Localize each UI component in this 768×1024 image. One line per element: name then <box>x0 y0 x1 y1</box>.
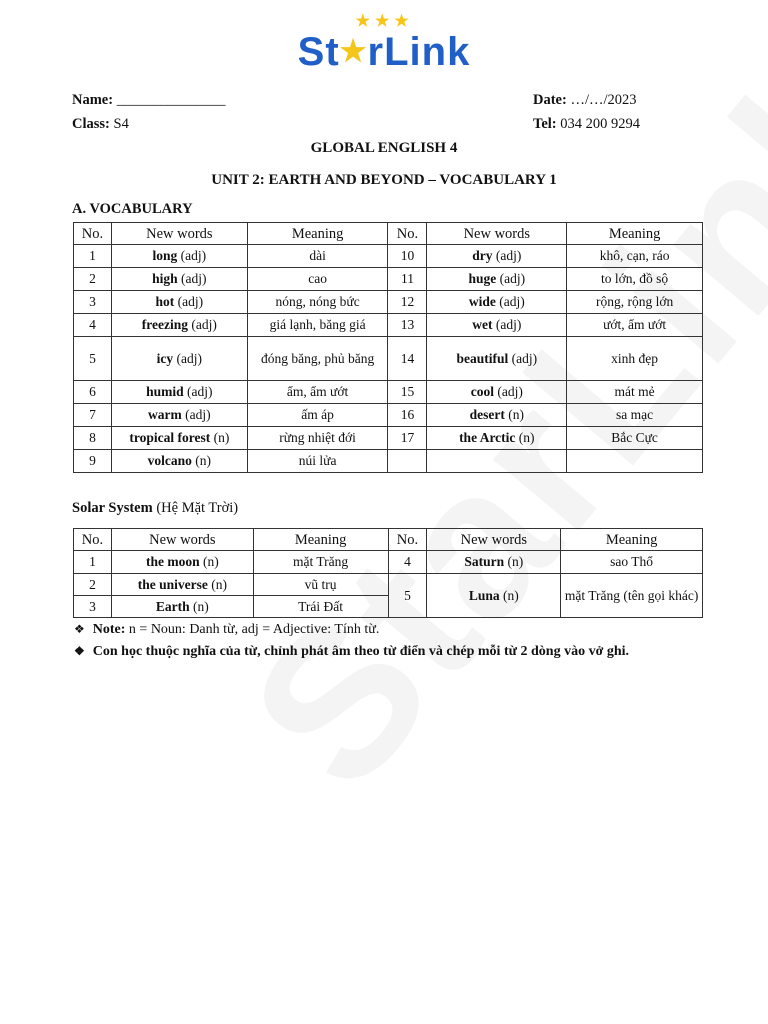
vocabulary-table-body <box>74 223 703 473</box>
row-number: 5 <box>74 337 112 381</box>
instruction-line <box>74 644 629 660</box>
meaning-cell: ấm áp <box>247 404 388 427</box>
meaning-cell <box>567 450 703 473</box>
word-cell <box>111 574 253 596</box>
row-number: 2 <box>74 268 112 291</box>
page-subtitle: UNIT 2: EARTH AND BEYOND – VOCABULARY 1 <box>211 172 557 188</box>
row-number: 16 <box>388 404 427 427</box>
class-line <box>72 116 129 133</box>
word-cell <box>111 450 247 473</box>
row-number: 15 <box>388 381 427 404</box>
word: Luna <box>468 587 500 603</box>
table-row <box>74 574 703 596</box>
part-of-speech: (adj) <box>173 350 203 366</box>
word: warm <box>148 407 182 422</box>
part-of-speech: (adj) <box>183 384 213 399</box>
row-number <box>388 450 427 473</box>
note-line <box>74 622 379 638</box>
header-new-words: New words <box>427 529 561 551</box>
header-no: No. <box>74 223 112 245</box>
header-new-words: New words <box>111 529 253 551</box>
header-no: No. <box>74 529 112 551</box>
solar-system-table <box>73 528 703 618</box>
word-cell <box>111 314 247 337</box>
row-number: 3 <box>74 596 112 618</box>
header-meaning: Meaning <box>561 529 703 551</box>
meaning-cell: nóng, nóng bức <box>247 291 388 314</box>
meaning-cell: ướt, ẩm ướt <box>567 314 703 337</box>
name-line <box>72 92 225 109</box>
part-of-speech: (adj) <box>496 271 526 286</box>
header-meaning: Meaning <box>253 529 388 551</box>
meaning-cell: sa mạc <box>567 404 703 427</box>
table-row <box>74 268 703 291</box>
word-cell <box>111 427 247 450</box>
row-number: 1 <box>74 245 112 268</box>
word: high <box>152 271 178 286</box>
table-header-row <box>74 529 703 551</box>
word-cell <box>111 381 247 404</box>
bullet-icon: ❖ <box>74 644 85 658</box>
solar-system-heading <box>72 500 238 517</box>
table-row <box>74 381 703 404</box>
word-cell <box>427 574 561 618</box>
word-cell <box>111 404 247 427</box>
row-number: 11 <box>388 268 427 291</box>
meaning-cell: mát mẻ <box>567 381 703 404</box>
word: dry <box>472 248 493 263</box>
date-line <box>533 92 637 109</box>
vocabulary-table <box>73 222 703 473</box>
meaning-cell: mặt Trăng <box>253 551 388 574</box>
meaning-cell: xinh đẹp <box>567 337 703 381</box>
row-number: 17 <box>388 427 427 450</box>
word-cell <box>427 450 567 473</box>
part-of-speech: (adj) <box>188 317 217 332</box>
word-cell <box>111 551 253 574</box>
part-of-speech: (n) <box>207 576 227 592</box>
meaning-cell: núi lửa <box>247 450 388 473</box>
logo-text-end: rLink <box>367 30 471 74</box>
header-meaning: Meaning <box>567 223 703 245</box>
meaning-cell: Trái Đất <box>253 596 388 618</box>
table-row <box>74 337 703 381</box>
word: humid <box>146 384 184 399</box>
section-a-heading: A. VOCABULARY <box>72 201 193 217</box>
part-of-speech: (n) <box>191 453 212 468</box>
header-new-words: New words <box>427 223 567 245</box>
date-label: Date: <box>533 92 567 108</box>
word: wide <box>468 294 496 309</box>
starlink-logo <box>298 14 471 72</box>
row-number: 12 <box>388 291 427 314</box>
part-of-speech: (adj) <box>492 317 522 332</box>
solar-title-rest: (Hệ Mặt Trời) <box>152 500 239 516</box>
row-number: 6 <box>74 381 112 404</box>
word: Earth <box>155 598 190 614</box>
meaning-cell: ẩm, ẩm ướt <box>247 381 388 404</box>
part-of-speech: (adj) <box>494 384 523 399</box>
bullet-icon: ❖ <box>74 622 85 636</box>
part-of-speech: (n) <box>199 554 219 569</box>
part-of-speech: (adj) <box>181 407 211 422</box>
word-cell <box>111 268 247 291</box>
row-number: 14 <box>388 337 427 381</box>
table-header-row <box>74 223 703 245</box>
word: hot <box>155 294 175 309</box>
part-of-speech: (adj) <box>174 294 204 309</box>
row-number: 4 <box>388 551 427 574</box>
word: huge <box>468 271 497 286</box>
meaning-cell: rộng, rộng lớn <box>567 291 703 314</box>
instruction-text: Con học thuộc nghĩa của từ, chỉnh phát âm theo từ điển và chép mỗi từ 2 dòng vào vở ghi. <box>92 644 630 659</box>
meaning-cell: vũ trụ <box>253 574 388 596</box>
part-of-speech: (adj) <box>508 350 538 366</box>
word-cell <box>427 404 567 427</box>
word-cell <box>111 291 247 314</box>
word: volcano <box>147 453 192 468</box>
word: wet <box>472 317 493 332</box>
row-number: 5 <box>388 574 427 618</box>
logo-text-start: St <box>297 30 340 74</box>
tel-line <box>533 116 640 133</box>
header-no: No. <box>388 529 427 551</box>
class-value: S4 <box>113 116 129 132</box>
table-row <box>74 245 703 268</box>
part-of-speech: (n) <box>189 598 209 614</box>
name-value: _______________ <box>116 92 226 108</box>
header-meaning: Meaning <box>247 223 388 245</box>
word: the Arctic <box>459 430 516 445</box>
word: desert <box>469 407 505 422</box>
header-new-words: New words <box>111 223 247 245</box>
solar-title-bold: Solar System <box>72 500 153 516</box>
word: cool <box>470 384 494 399</box>
part-of-speech: (n) <box>210 430 230 445</box>
word: freezing <box>141 317 189 332</box>
part-of-speech: (n) <box>515 430 535 445</box>
meaning-cell: dài <box>247 245 388 268</box>
table-row <box>74 314 703 337</box>
word-cell <box>111 245 247 268</box>
note-text: n = Noun: Danh từ, adj = Adjective: Tính từ. <box>125 622 380 637</box>
word: the moon <box>145 554 200 569</box>
row-number: 3 <box>74 291 112 314</box>
meaning-cell: cao <box>247 268 388 291</box>
table-row <box>74 427 703 450</box>
class-label: Class: <box>72 116 110 132</box>
part-of-speech: (adj) <box>492 248 522 263</box>
meaning-cell: rừng nhiệt đới <box>247 427 388 450</box>
meaning-cell: to lớn, đồ sộ <box>567 268 703 291</box>
table-row <box>74 551 703 574</box>
word: long <box>152 248 178 263</box>
date-value: …/…/2023 <box>570 92 637 108</box>
word-cell <box>111 337 247 381</box>
word: the universe <box>137 576 208 592</box>
word-cell <box>427 268 567 291</box>
word-cell <box>111 596 253 618</box>
meaning-cell: sao Thổ <box>561 551 703 574</box>
solar-table-body <box>74 529 703 618</box>
word-cell <box>427 427 567 450</box>
word: tropical forest <box>129 430 211 445</box>
meaning-cell: khô, cạn, ráo <box>567 245 703 268</box>
row-number: 13 <box>388 314 427 337</box>
header-no: No. <box>388 223 427 245</box>
part-of-speech: (n) <box>504 407 524 422</box>
meaning-cell: mặt Trăng (tên gọi khác) <box>561 574 703 618</box>
logo-area <box>0 14 768 72</box>
word: Saturn <box>464 554 505 569</box>
word-cell <box>427 381 567 404</box>
table-row <box>74 450 703 473</box>
word-cell <box>427 314 567 337</box>
row-number: 10 <box>388 245 427 268</box>
part-of-speech: (n) <box>499 587 519 603</box>
name-label: Name: <box>72 92 114 108</box>
meaning-cell: Bắc Cực <box>567 427 703 450</box>
meaning-cell: đóng băng, phủ băng <box>247 337 388 381</box>
row-number: 2 <box>74 574 112 596</box>
row-number: 9 <box>74 450 112 473</box>
word-cell <box>427 551 561 574</box>
note-label: Note: <box>92 622 126 637</box>
logo-star-icon: ★ <box>339 35 368 68</box>
row-number: 1 <box>74 551 112 574</box>
word: beautiful <box>456 350 509 366</box>
tel-value: 034 200 9294 <box>560 116 641 132</box>
table-row <box>74 291 703 314</box>
part-of-speech: (adj) <box>495 294 525 309</box>
tel-label: Tel: <box>533 116 557 132</box>
logo-stars-icon: ★★★ <box>355 13 414 30</box>
word-cell <box>427 245 567 268</box>
row-number: 4 <box>74 314 112 337</box>
word: icy <box>156 350 174 366</box>
meaning-cell: giá lạnh, băng giá <box>247 314 388 337</box>
page-title: GLOBAL ENGLISH 4 <box>310 140 458 156</box>
row-number: 8 <box>74 427 112 450</box>
part-of-speech: (adj) <box>177 248 207 263</box>
word-cell <box>427 337 567 381</box>
table-row <box>74 404 703 427</box>
part-of-speech: (n) <box>504 554 524 569</box>
row-number: 7 <box>74 404 112 427</box>
part-of-speech: (adj) <box>177 271 207 286</box>
word-cell <box>427 291 567 314</box>
